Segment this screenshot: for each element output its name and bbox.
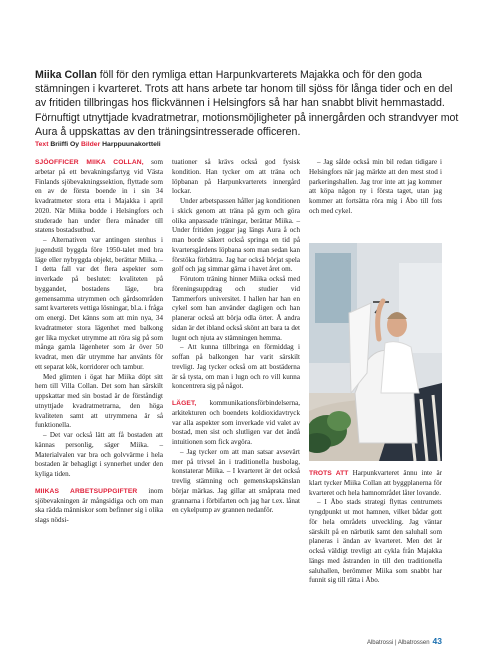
page-number: 43 [432,636,442,646]
paragraph: – Jag tycker om att man satsar avsevärt mer på trivsel än i traditionella husbolag, konstaterar Miika. – I kvarteret är det också trevlig stämning och gemenskapskänslan börjar märkas. Jag gillar att småprata med grannarna i förbifarten och jag har t.ex. lånat en cykelpump av grannen nedanför. [172,447,300,515]
paragraph: – Jag sålde också min bil redan tidigare i Helsingfors när jag märkte att den mest stod i parkeringshallen. Jag tror inte att jag kommer att köpa någon ny i första taget, utan jag kommer att fortsätta röra mig i Åbo till fots och med cykel. [309,158,442,215]
byline-photo-label: Bilder [80,141,101,148]
photo-illustration [309,243,442,461]
kicker: MIIKAS ARBETSUPPGIFTER [35,487,138,495]
paragraph: – I Åbo stads strategi flyttas centrumets tyngdpunkt ut mot hamnen, vilket bådar gott för hela områdets utveckling. Jag väntar särskilt på en närbutik samt den saluhall som planeras i ändan av kvarteret. Men det är också väldigt trevligt att cykla från Majakka längs med åstranden in till den traditionella saluhallen, berömmer Miika som snabbt har funnit sig till rätta i Åbo. [309,498,442,585]
kicker: LÄGET, [172,400,197,407]
paragraph: tuationer så krävs också god fysisk kondition. Han tycker om att träna och löpbanan på Harpunkvarterets innergård lockar. [172,158,300,196]
lead-text: föll för den rymliga ettan Harpunkvarterets Majakka och för den goda stämningen i kvarteret. Trots att hans arbete tar honom till sjöss för långa tider och en del av fritiden tillbringas hos flickvännen i Helsingfors så har han snabbt blivit hemmastadd. Förnuftigt utnyttjade kvadratmetrar, motionsmöjligheter på innergården och strandvyer mot Aura å uppskattas av den träningsintresserade officeren. [35,69,459,138]
paragraph: – Att kunna tillbringa en förmiddag i soffan på balkongen har varit särskilt trevligt. Jag tycker också om att bostäderna är så tysta, om man i lugn och ro vill kunna koncentrera sig på något. [172,343,300,391]
article-column-3 [309,158,442,217]
article-column-1 [35,158,163,526]
portrait-photo [309,243,442,461]
byline-text-author: Briiffi Oy [50,141,80,148]
paragraph: – Det var också lätt att få bostaden att kännas personlig, säger Miika. – Materialvalen var bra och golvvärme i hela bostaden är behagligt i synnerhet under den kyliga tiden. [35,431,163,478]
byline [35,141,161,148]
lead-name: Miika Collan [35,69,97,81]
page-footer [367,636,442,646]
lead-paragraph [35,68,460,139]
paragraph: Med glimten i ögat har Miika döpt sitt hem till Villa Collan. Det som han särskilt uppskattar med sin bostad är de förståndigt utnyttjade kvadratmetrarna, den höga kvaliteten samt att utrymmena är så funktionella. [35,372,163,430]
paragraph: Förutom träning hinner Miika också med föreningsuppdrag och studier vid Tammerfors universitet. I hallen har han en cykel som han använder dagligen och han planerar också att börja odla örter. Å andra sidan är det ibland också skönt att bara ta det lugnt och njuta av stämningen hemma. [172,275,300,342]
paragraph: TROTS ATT Harpunkvarteret ännu inte är klart tycker Miika Collan att byggplanerna för kvarteret och hela hamnområdet låter lovande. [309,469,443,497]
byline-photo-author: Harppuunakortteli [102,141,161,148]
article-column-2 [172,158,300,516]
paragraph: Under arbetspassen håller jag konditionen i skick genom att träna på gym och göra olika anpassade träningar, berättar Miika. – Under fritiden joggar jag längs Aura å och man borde säkert också springa en tid på kvartersgårdens löpbana som man sedan kan förstöka förbättra. Jag har också börjat spela golf och jag simmar gärna i havet året om. [172,197,300,274]
kicker: SJÖOFFICER MIIKA COLLAN, [35,159,144,166]
paragraph: – Alternativen var antingen stenhus i jugendstil byggda före 1950-talet med bra läge eller nybyggda objekt, berättar Miika. – I detta fall var det flera aspekter som inverkade på beslutet: kvaliteten på byggandet, bostadens läge, bra gemensamma utrymmen och gårdsområden samt kvarterets vettiga lösningar, bl.a. i fråga om energi. Det känns som att min nya, 34 kvadratmeter stora lägenhet med balkong ger lika mycket utrymme att röra sig på som många gamla lägenheter som är över 50 kvadrat, men där utrymme har använts för ett separat kök, korridorer och tambur. [35,236,163,371]
kicker: TROTS ATT [309,470,349,477]
paragraph: SJÖOFFICER MIIKA COLLAN, som arbetar på ett bevakningsfartyg vid Västa Finlands sjöbevakningssektion, flyttade som en av de första boende in i sin 34 kvadratmeter stora etta i Majakka i april 2020. När Miika bodde i Helsingfors och studerade han under flera månader till statens bostadsutbud. [35,158,163,235]
paragraph: MIIKAS ARBETSUPPGIFTER inom sjöbevakningen är mångsidiga och om man ska rädda människor som befinner sig i olika slags nödsi- [35,486,163,524]
article-column-3-lower [309,469,442,586]
magazine-name: Albatrossi | Albatrossen [366,640,430,646]
paragraph: LÄGET, kommunikationsförbindelserna, arkitekturen och boendets koldioxidavtryck var alla aspekter som inverkade vid valet av bostad, men sist och slutligen var det ändå intuitionen som fick avgöra. [172,399,300,446]
byline-text-label: Text [35,141,49,148]
